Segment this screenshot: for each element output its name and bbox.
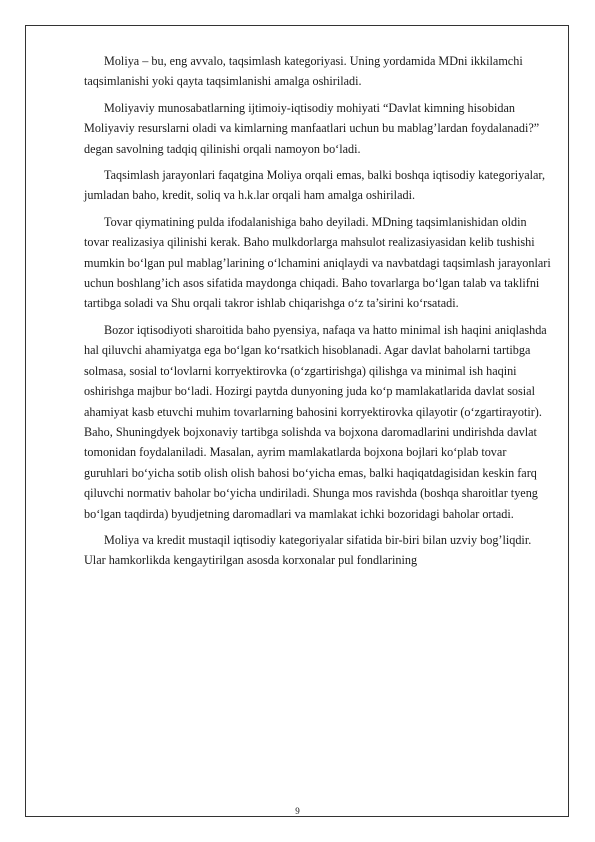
paragraph-1: Moliya – bu, eng avvalo, taqsimlash kategoriyasi. Uning yordamida MDni ikkilamchi taqsimlanishi yoki qayta taqsimlanishi amalga oshiriladi.	[84, 54, 523, 89]
paragraph-3: Taqsimlash jarayonlari faqatgina Moliya orqali emas, balki boshqa iqtisodiy kategoriyalar, jumladan baho, kredit, soliq va h.k.lar orqali ham amalga oshiriladi.	[84, 168, 546, 203]
paragraph-5: Bozor iqtisodiyoti sharoitida baho pyensiya, nafaqa va hatto minimal ish haqini aniqlashda hal qiluvchi ahamiyatga ega bo‘lgan ko‘rsatkich hisoblanadi. Agar davlat baholarni tartibga solmasa, sosial to‘lovlarni korryektirovka (o‘zgartirishga) qilishga va minimal ish haqini oshirishga majbur bo‘ladi. Hozirgi paytda dunyoning juda ko‘p mamlakatlarida davlat sosial ahamiyat kasb etuvchi muhim tovarlarning bahosini korryektirovka qilayotir (o‘zgartirayotir). Baho, Shuningdyek bojxonaviy tartibga solishda va bojxona daromadlarini undirishda davlat tomonidan foydalaniladi. Masalan, ayrim mamlakatlarda bojxona bojlari ko‘plab tovar guruhlari bo‘yicha sotib olish olish bahosi bo‘yicha emas, balki haqiqatdagisidan keskin farq qiluvchi normativ baholar bo‘yicha undiriladi. Shunga mos ravishda (boshqa sharoitlar tyeng bo‘lgan taqdirda) byudjetning daromadlari va mamlakat ichki bozoridagi baholar ortadi.	[84, 322, 547, 521]
document-body	[84, 51, 554, 577]
paragraph-4: Tovar qiymatining pulda ifodalanishiga baho deyiladi. MDning taqsimlanishidan oldin tovar realizasiya qilinishi kerak. Baho mulkdorlarga mahsulot realizasiyasidan kelib tushishi mumkin bo‘lgan pul mablag’larining o‘lchamini aniqlaydi va navbatdagi taqsimlash jarayonlari uchun boshlang’ich asos sifatida maydonga chiqadi. Baho tovarlarga bo‘lgan talab va taklifni tartibga soladi va Shu orqali takror ishlab chiqarishga o‘z ta’sirini ko‘rsatadi.	[84, 214, 551, 311]
page-number: 9	[295, 806, 300, 816]
paragraph-2: Moliyaviy munosabatlarning ijtimoiy-iqtisodiy mohiyati “Davlat kimning hisobidan Moliyaviy resurslarni oladi va kimlarning manfaatlari uchun bu mablag’lardan foydalanadi?” degan savolning tadqiq qilinishi orqali namoyon bo‘ladi.	[84, 100, 540, 156]
paragraph-6: Moliya va kredit mustaqil iqtisodiy kategoriyalar sifatida bir-biri bilan uzviy bog’liqdir. Ular hamkorlikda kengaytirilgan asosda korxonalar pul fondlarining	[84, 532, 532, 568]
